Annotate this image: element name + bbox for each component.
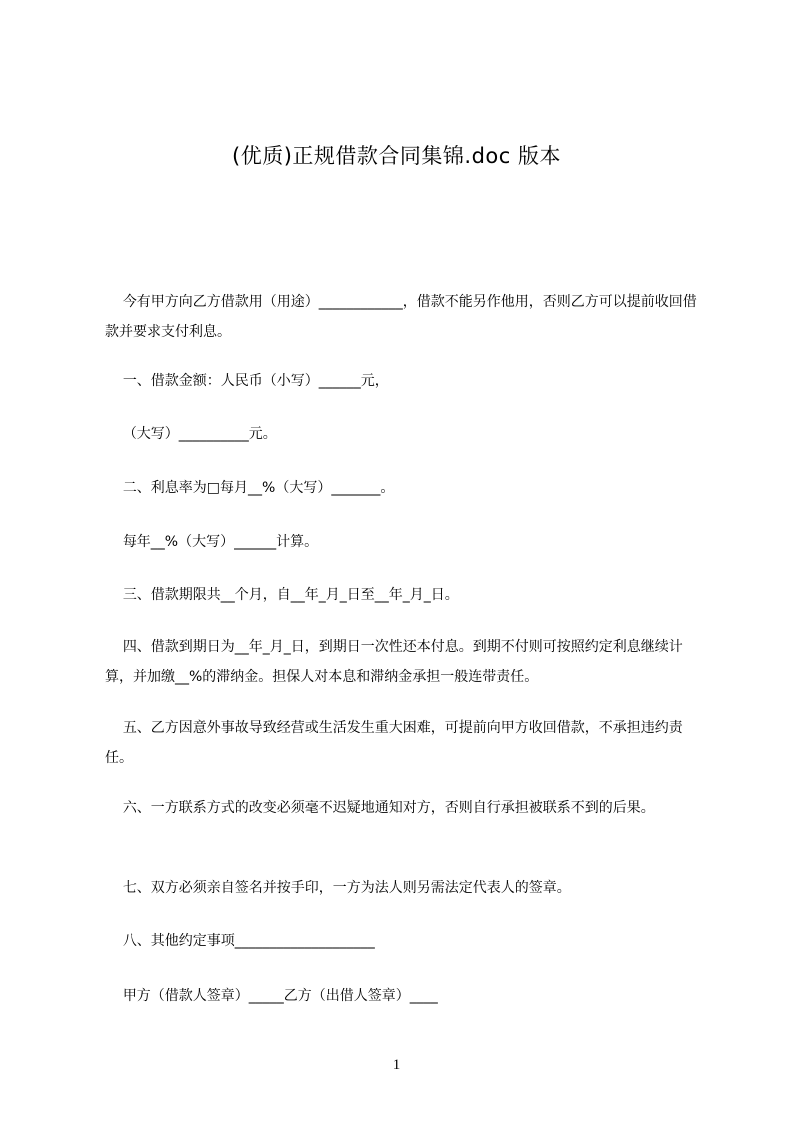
- hardship-clause: 五、乙方因意外事故导致经营或生活发生重大困难，可提前向甲方收回借款，不承担违约责任。: [105, 720, 683, 766]
- loan-amount-lowercase: 一、借款金额：人民币（小写）______元，: [105, 373, 389, 389]
- signature-line: 甲方（借款人签章）_____乙方（出借人签章）____: [105, 988, 438, 1004]
- page-number: 1: [392, 1057, 401, 1073]
- due-date-clause: 四、借款到期日为__年_月_日，到期日一次性还本付息。到期不付则可按照约定利息继续计算，并加缴__%的滞纳金。担保人对本息和滞纳金承担一般连带责任。: [105, 639, 683, 685]
- document-title: (优质)正规借款合同集锦.doc 版本: [232, 144, 561, 168]
- signature-clause: 七、双方必须亲自签名并按手印，一方为法人则另需法定代表人的签章。: [105, 880, 571, 896]
- contact-change-clause: 六、一方联系方式的改变必须毫不迟疑地通知对方，否则自行承担被联系不到的后果。: [105, 800, 655, 816]
- other-terms: 八、其他约定事项____________________: [105, 933, 375, 949]
- loan-term: 三、借款期限共__个月，自__年_月_日至__年_月_日。: [105, 587, 459, 603]
- interest-rate-monthly: 二、利息率为□每月__%（大写）_______。: [105, 480, 395, 496]
- interest-rate-yearly: 每年__%（大写）______计算。: [105, 534, 319, 550]
- loan-amount-uppercase: （大写）__________元。: [105, 426, 277, 442]
- intro-paragraph: 今有甲方向乙方借款用（用途）____________，借款不能另作他用，否则乙方可以提前收回借款并要求支付利息。: [105, 294, 697, 340]
